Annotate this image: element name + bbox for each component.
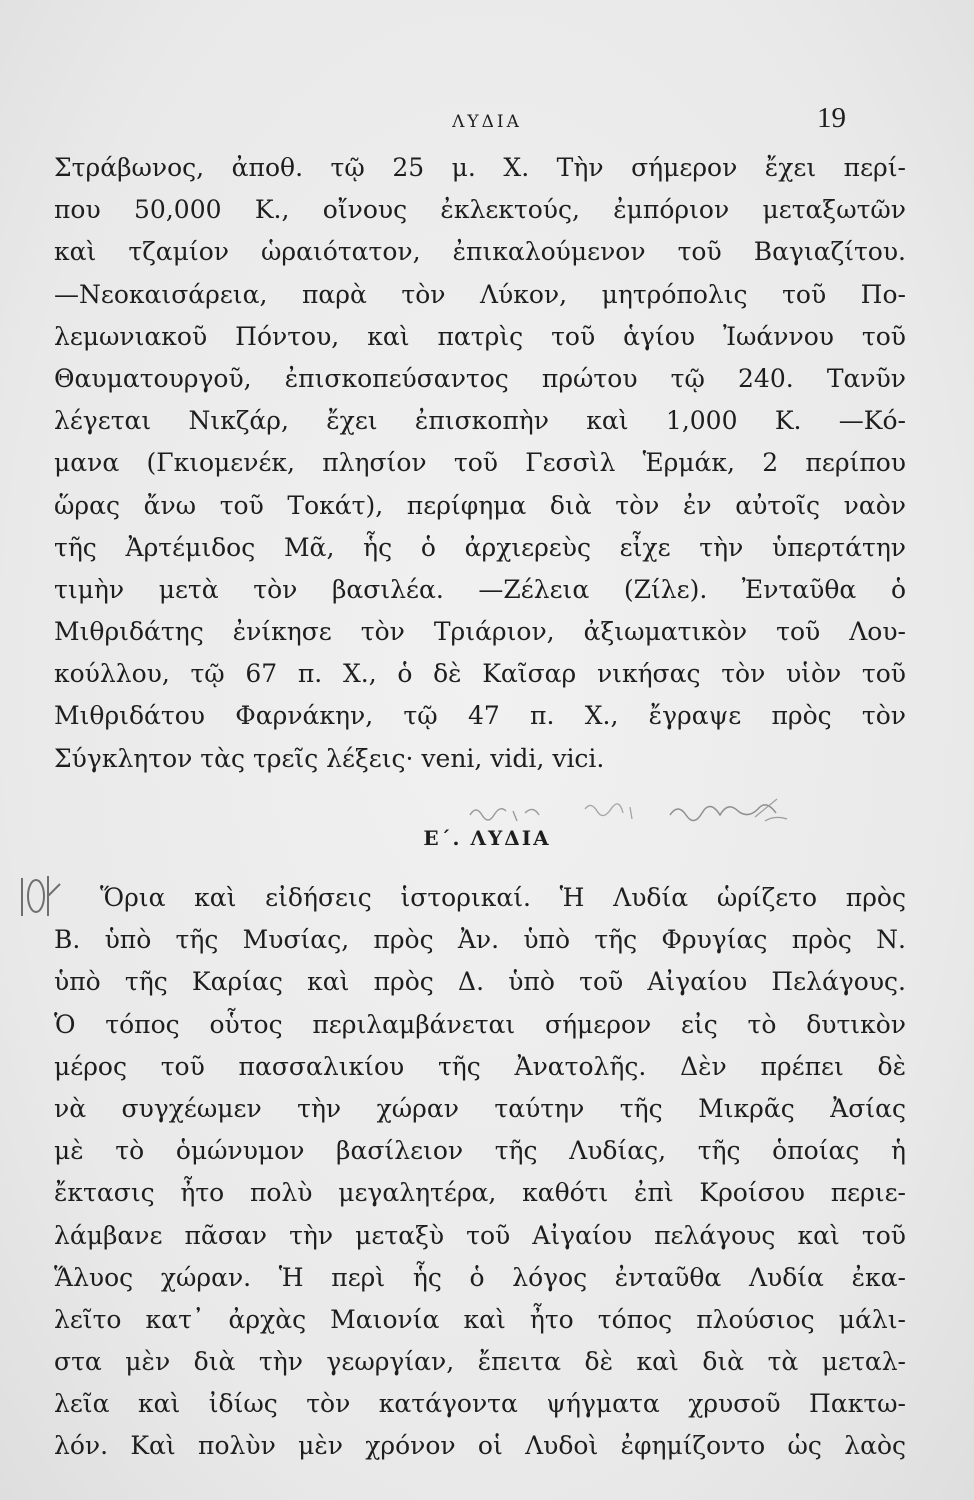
text-line: λόν. Καὶ πολὺν μὲν χρόνον οἱ Λυδοὶ ἐφημίζοντο ὡς λαὸς xyxy=(54,1431,906,1461)
paragraph-2 xyxy=(54,877,906,1468)
text-line: ὑπὸ τῆς Καρίας καὶ πρὸς Δ. ὑπὸ τοῦ Αἰγαίου Πελάγους. xyxy=(54,967,906,997)
text-line: στα μὲν διὰ τὴν γεωργίαν, ἔπειτα δὲ καὶ διὰ τὰ μεταλ- xyxy=(54,1347,906,1377)
text-line: καὶ τζαμίον ὡραιότατον, ἐπικαλούμενον τοῦ Βαγιαζίτου. xyxy=(54,237,906,267)
text-line: Μιθριδάτου Φαρνάκην, τῷ 47 π. Χ., ἔγραψε πρὸς τὸν xyxy=(54,701,906,731)
text-line: Β. ὑπὸ τῆς Μυσίας, πρὸς Ἀν. ὑπὸ τῆς Φρυγίας πρὸς Ν. xyxy=(54,925,906,955)
text-line: Θαυματουργοῦ, ἐπισκοπεύσαντος πρώτου τῷ 240. Τανῦν xyxy=(54,363,906,393)
text-line: Ἅλυος χώραν. Ἡ περὶ ἧς ὁ λόγος ἐνταῦθα Λυδία ἐκα- xyxy=(54,1262,906,1292)
text-line: —Νεοκαισάρεια, παρὰ τὸν Λύκον, μητρόπολις τοῦ Πο- xyxy=(54,279,906,309)
text-line: ὥρας ἄνω τοῦ Τοκάτ), περίφημα διὰ τὸν ἐν αὐτοῖς ναὸν xyxy=(54,490,906,520)
paragraph-1 xyxy=(54,147,906,780)
text-line: μανα (Γκιομενέκ, πλησίον τοῦ Γεσσὶλ Ἑρμάκ, 2 περίπου xyxy=(54,448,906,478)
text-line: τῆς Ἀρτέμιδος Μᾶ, ἧς ὁ ἀρχιερεὺς εἶχε τὴν ὑπερτάτην xyxy=(54,532,906,562)
text-line: λέγεται Νικζάρ, ἔχει ἐπισκοπὴν καὶ 1,000 Κ. —Κό- xyxy=(54,406,906,436)
text-line: νὰ συγχέωμεν τὴν χώραν ταύτην τῆς Μικρᾶς Ἀσίας xyxy=(54,1093,906,1123)
text-line: Ὅρια καὶ εἰδήσεις ἱστορικαί. Ἡ Λυδία ὡρίζετο πρὸς xyxy=(100,883,906,912)
text-line: Σύγκλητον τὰς τρεῖς λέξεις· veni, vidi, vici. xyxy=(54,743,605,773)
section-heading: Ε΄. ΛΥΔΙΑ xyxy=(423,826,551,850)
text-line: μέρος τοῦ πασσαλικίου τῆς Ἀνατολῆς. Δὲν πρέπει δὲ xyxy=(54,1051,906,1081)
text-line: ἔκτασις ἦτο πολὺ μεγαλητέρα, καθότι ἐπὶ Κροίσου περιε- xyxy=(54,1178,906,1208)
text-line: κούλλου, τῷ 67 π. Χ., ὁ δὲ Καῖσαρ νικήσας τὸν υἱὸν τοῦ xyxy=(54,659,906,689)
text-line: Στράβωνος, ἀποθ. τῷ 25 μ. Χ. Τὴν σήμερον ἔχει περί- xyxy=(54,153,906,182)
text-line: λεῖα καὶ ἰδίως τὸν κατάγοντα ψήγματα χρυσοῦ Πακτω- xyxy=(54,1389,906,1419)
text-line: λάμβανε πᾶσαν τὴν μεταξὺ τοῦ Αἰγαίου πελάγους καὶ τοῦ xyxy=(54,1220,906,1250)
text-line: Ὁ τόπος οὗτος περιλαμβάνεται σήμερον εἰς τὸ δυτικὸν xyxy=(54,1009,906,1039)
page-number: 19 xyxy=(817,102,846,134)
text-line: που 50,000 Κ., οἴνους ἐκλεκτούς, ἐμπόριον μεταξωτῶν xyxy=(54,195,906,225)
text-line: τιμὴν μετὰ τὸν βασιλέα. —Ζέλεια (Ζίλε). Ἐνταῦθα ὁ xyxy=(54,574,906,604)
running-title: ΛΥΔΙΑ xyxy=(452,112,522,132)
text-line: λεμωνιακοῦ Πόντου, καὶ πατρὶς τοῦ ἁγίου Ἰωάννου τοῦ xyxy=(54,321,906,351)
text-line: μὲ τὸ ὁμώνυμον βασίλειον τῆς Λυδίας, τῆς ὁποίας ἡ xyxy=(54,1136,906,1166)
text-line: Μιθριδάτης ἐνίκησε τὸν Τριάριον, ἀξιωματικὸν τοῦ Λου- xyxy=(54,617,906,647)
text-line: λεῖτο κατ᾿ ἀρχὰς Μαιονία καὶ ἦτο τόπος πλούσιος μάλι- xyxy=(54,1304,906,1334)
